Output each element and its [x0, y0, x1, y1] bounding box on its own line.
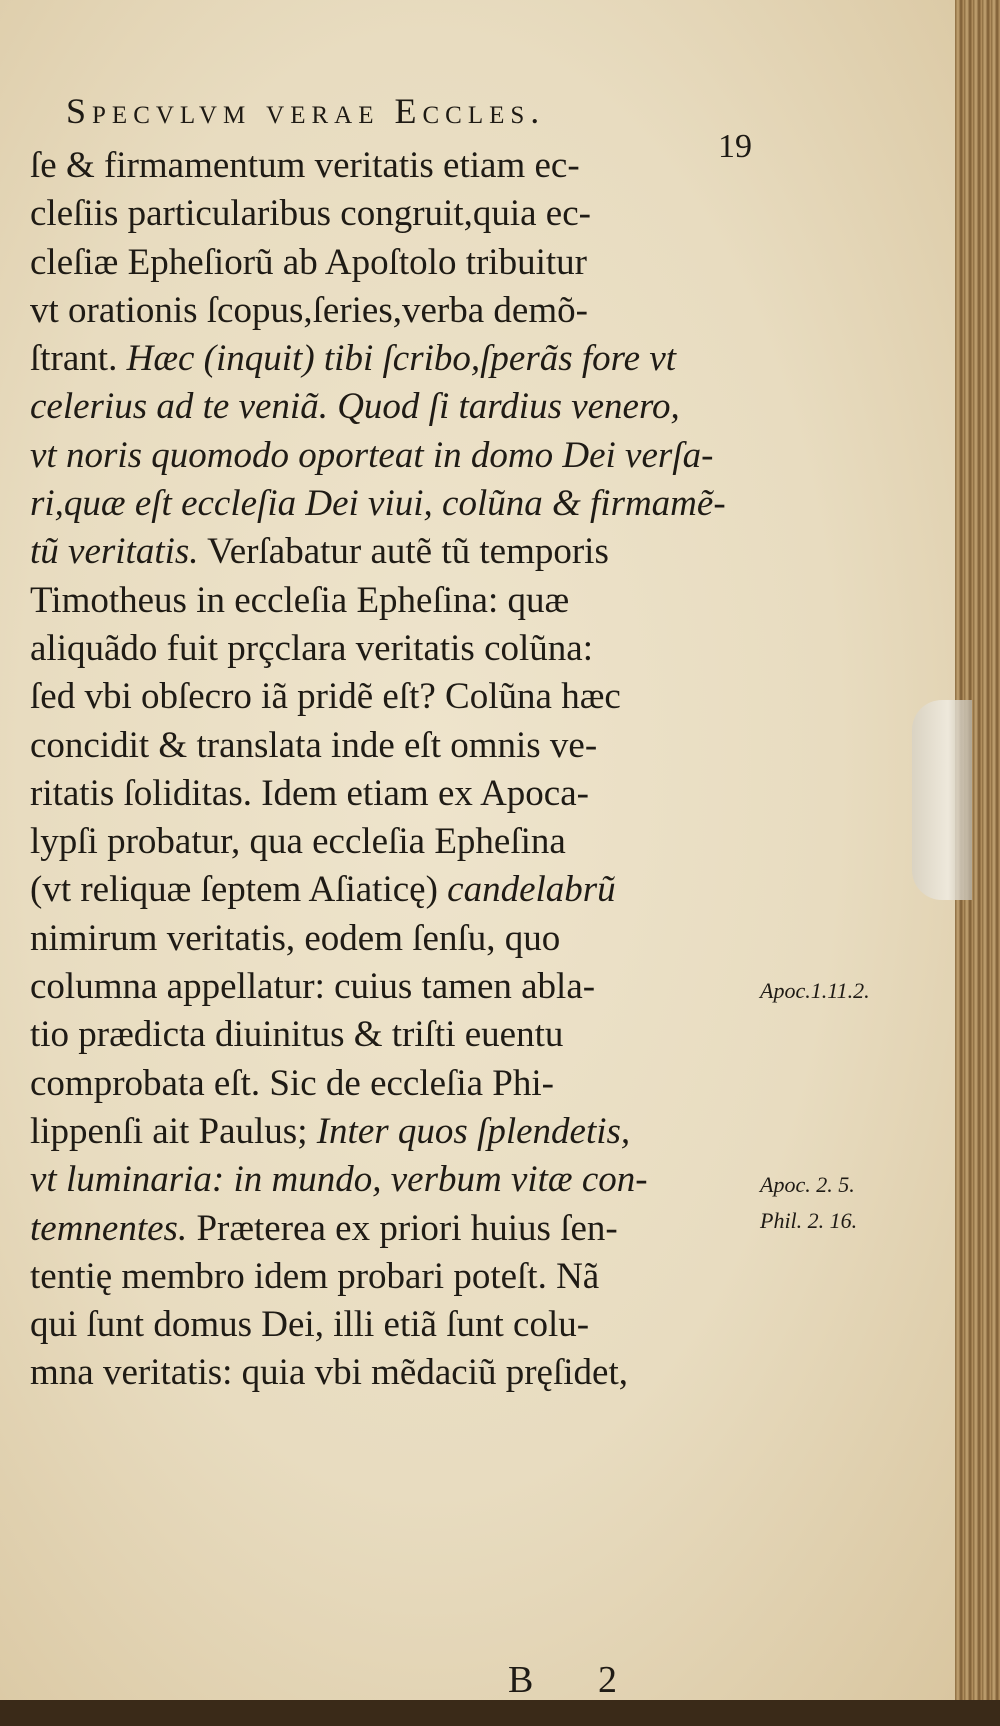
margin-note-3: Phil. 2. 16. — [760, 1208, 858, 1233]
italic-run: Hæc (inquit) tibi ſcribo,ſperãs fore vt — [126, 338, 677, 380]
italic-run: Inter quos ſplendetis, — [316, 1110, 631, 1152]
margin-note-1: Apoc.1.11.2. — [760, 978, 870, 1003]
text-line: comprobata eſt. Sic de eccleſia Phi- — [30, 1062, 554, 1104]
text-line — [30, 866, 750, 914]
roman-run: Præterea ex priori huius ſen- — [187, 1207, 618, 1249]
text-line: qui ſunt domus Dei, illi etiã ſunt colu- — [30, 1304, 590, 1346]
italic-run: ri,quæ eſt eccleſia Dei viui, colũna & firmamẽ- — [30, 483, 726, 525]
text-line: nimirum veritatis, eodem ſenſu, quo — [30, 917, 561, 959]
text-line — [30, 1108, 750, 1156]
bottom-edge — [0, 1700, 1000, 1726]
text-line: tio prædicta diuinitus & triſti euentu — [30, 1014, 564, 1056]
roman-run: lippenſi ait Paulus; — [30, 1110, 317, 1152]
page-number: 19 — [718, 128, 752, 165]
text-line: aliquãdo fuit prçclara veritatis colũna: — [30, 627, 593, 669]
text-line — [30, 528, 750, 576]
text-line: ſe & firmamentum veritatis etiam ec- — [30, 145, 580, 186]
text-line — [30, 432, 750, 480]
text-line: vt orationis ſcopus,ſeries,verba demõ- — [30, 289, 588, 331]
text-line: tentię membro idem probari poteſt. Nã — [30, 1255, 600, 1297]
italic-run: temnentes. — [30, 1207, 188, 1249]
italic-run: vt luminaria: in mundo, verbum vitæ con- — [30, 1159, 648, 1201]
text-line: cleſiis particularibus congruit,quia ec- — [30, 193, 591, 235]
text-line: cleſiæ Epheſiorũ ab Apoſtolo tribuitur — [30, 241, 587, 283]
text-line: concidit & translata inde eſt omnis ve- — [30, 724, 598, 766]
margin-note-2: Apoc. 2. 5. — [760, 1172, 855, 1197]
text-line: ſed vbi obſecro iã pridẽ eſt? Colũna hæc — [30, 676, 621, 718]
italic-run: tũ veritatis. — [30, 531, 199, 573]
text-line: columna appellatur: cuius tamen abla- — [30, 966, 596, 1008]
text-line — [30, 1205, 750, 1253]
roman-run: (vt reliquæ ſeptem Aſiaticę) — [30, 869, 448, 911]
roman-run: Verſabatur autẽ tũ temporis — [198, 531, 609, 573]
running-title: Specvlvm verae Eccles. — [66, 91, 546, 131]
text-line — [30, 383, 750, 431]
text-line: lypſi probatur, qua eccleſia Epheſina — [30, 821, 566, 863]
italic-run: celerius ad te veniã. Quod ſi tardius venero, — [30, 386, 680, 428]
text-line — [30, 1156, 750, 1204]
text-line: ritatis ſoliditas. Idem etiam ex Apoca- — [30, 772, 589, 814]
signature-letter: B — [508, 1659, 534, 1701]
roman-run: ſtrant. — [30, 338, 127, 380]
signature-number: 2 — [598, 1659, 617, 1701]
text-line — [30, 480, 750, 528]
body-text — [30, 142, 750, 1398]
italic-run: vt noris quomodo oporteat in domo Dei verſa- — [30, 434, 714, 476]
text-line: Timotheus in eccleſia Epheſina: quæ — [30, 579, 570, 621]
text-line: mna veritatis: quia vbi mẽdaciũ pręſidet, — [30, 1352, 628, 1394]
bookmark-tab — [912, 700, 972, 900]
text-line — [30, 335, 750, 383]
italic-run: candelabrũ — [447, 869, 616, 911]
